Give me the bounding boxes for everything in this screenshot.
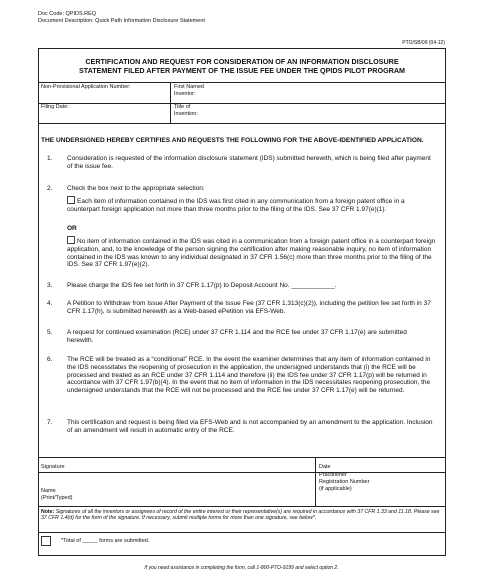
doc-description: Document Description: Quick Path Information Disclosure Statement (38, 18, 205, 24)
form-title (39, 49, 445, 83)
option-2b (67, 236, 437, 269)
item-6-text: The RCE will be treated as a “conditional” RCE. In the event the examiner determines that any item of information contained in the IDS necessitates the reopening of prosecution in the application, the undersigned understands that (i) the RCE will be processed and treated as an RCE under 37 CFR 1.114 and therefore (ii) the IDS fee under 37 CFR 1.17(p) will be returned in accordance with 37 CFR 1.97(b)(4). In the event that no item of information in the IDS necessitates reopening prosecution, the undersigned understands that the RCE will not be processed and the RCE fee under 37 CFR 1.17(e) will be returned. (67, 356, 431, 395)
item-2-text: Check the box next to the appropriate selection: (67, 185, 205, 192)
date-label: Date (319, 464, 331, 470)
item-number: 6. (47, 356, 53, 363)
item-number: 5. (47, 329, 53, 336)
option-2b-checkbox[interactable] (67, 236, 75, 244)
certify-heading: THE UNDERSIGNED HEREBY CERTIFIES AND REQUESTS THE FOLLOWING FOR THE ABOVE-IDENTIFIED APPLICATION. (41, 137, 424, 144)
signature-note (41, 509, 443, 522)
signature-block (39, 457, 445, 544)
item-1-text: Consideration is requested of the information disclosure statement (IDS) submitted herewith, which is being filed after payment of the issue fee. (67, 155, 431, 170)
footer-assistance: If you need assistance in completing the form, call 1-800-PTO-9199 and select option 2. (144, 565, 339, 571)
signature-label: Signature (41, 464, 65, 470)
divider (170, 103, 171, 123)
title-line-1: CERTIFICATION AND REQUEST FOR CONSIDERATION OF AN INFORMATION DISCLOSURE (85, 57, 399, 66)
form-number: PTO/SB/09 (04-12) (402, 40, 445, 46)
item-number: 3. (47, 282, 53, 289)
item-number: 2. (47, 185, 53, 192)
item-3-text: Please charge the IDS fee set forth in 37 CFR 1.17(p) to Deposit Account No. ____________. (67, 282, 337, 289)
name-label: Name (41, 488, 56, 494)
total-forms-checkbox[interactable] (41, 536, 51, 546)
title-of-invention-field[interactable]: Title of Invention: (174, 104, 198, 117)
filing-date-field[interactable]: Filing Date: (41, 104, 69, 110)
item-7-text: This certification and request is being filed via EFS-Web and is not accompanied by an amendment to the application. Inclusion of an amendment will result in automatic entry of the RCE. (67, 419, 433, 434)
item-5-text: A request for continued examination (RCE) under 37 CFR 1.114 and the RCE fee under 37 CFR 1.17(e) are submitted herewith. (67, 329, 407, 344)
if-applicable-label: (if applicable) (319, 486, 352, 492)
item-number: 1. (47, 155, 53, 162)
practitioner-label: Practitioner (319, 472, 347, 478)
option-2a-text: Each item of information contained in the IDS was first cited in any communication from a foreign patent office in a counterpart foreign application not more than three months prior to the filing of the IDS. See 37 CFR 1.97(e)(1). (67, 198, 405, 213)
title-line-2: STATEMENT FILED AFTER PAYMENT OF THE ISSUE FEE UNDER THE QPIDS PILOT PROGRAM (78, 66, 406, 75)
filing-row (39, 103, 445, 124)
total-forms-text: *Total of _____ forms are submitted. (61, 538, 150, 544)
doc-code: Doc Code: QPIDS.REQ (38, 11, 97, 17)
first-named-inventor-field[interactable]: First Named Inventor: (174, 84, 204, 97)
divider (170, 83, 171, 103)
application-number-field[interactable]: Non-Provisional Application Number: (41, 84, 131, 90)
option-2a (67, 196, 437, 214)
note-text: Signatures of all the inventors or assignees of record of the entire interest or their representative(s) are required in accordance with 37 CFR 1.33 and 11.18. Please see 37 CFR 1.4(d) for the form of the signature. If necessary, submit multiple forms for more than one signature, see below*. (41, 509, 440, 522)
item-number: 4. (47, 300, 53, 307)
option-2b-text: No item of information contained in the IDS was cited in a communication from a foreign patent office in a counterpart foreign application, and, to the knowledge of the person signing the certification after making reasonable inquiry, no item of information contained in the IDS was known to any individual designated in 37 CFR 1.56(c) more than three months prior to the filing of the IDS. See 37 CFR 1.97(e)(2). (67, 238, 436, 269)
name-sub-label: (Print/Typed) (41, 495, 73, 501)
form-frame (38, 48, 446, 556)
registration-label: Registration Number (319, 479, 370, 485)
note-line (39, 532, 445, 533)
note-label: Note: (41, 509, 55, 515)
or-label: OR (67, 225, 77, 232)
item-4-text: A Petition to Withdraw from Issue After Payment of the Issue Fee (37 CFR 1.313(c)(2)), including the petition fee set forth in 37 CFR 1.17(h), is submitted herewith as a Web-based ePetition via EFS-Web. (67, 300, 431, 315)
divider (315, 458, 316, 506)
signature-line (39, 472, 445, 473)
application-row (39, 83, 445, 104)
name-line (39, 506, 445, 507)
option-2a-checkbox[interactable] (67, 196, 75, 204)
item-number: 7. (47, 419, 53, 426)
